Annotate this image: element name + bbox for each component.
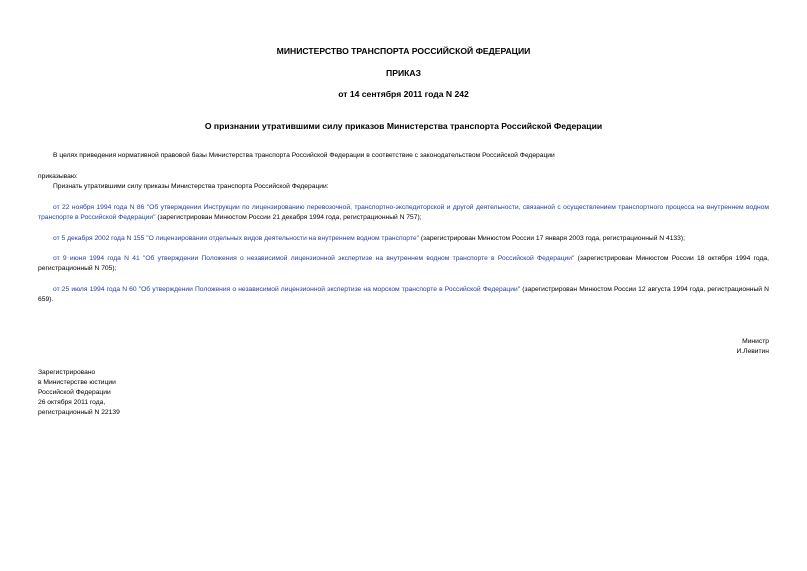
registration-line: Зарегистрировано: [38, 369, 96, 376]
order-item-1-registration: (зарегистрирован Минюстом России 21 декабря 1994 года, регистрационный N 757);: [155, 214, 422, 221]
signature-position: Министр: [742, 338, 769, 345]
order-item-2-registration: (зарегистрирован Минюстом России 17 января 2003 года, регистрационный N 4133);: [418, 235, 685, 242]
order-item-4: [38, 285, 769, 305]
doc-type-heading: ПРИКАЗ: [386, 68, 421, 78]
order-item-1: [38, 203, 769, 223]
order-link-1[interactable]: от 22 ноября 1994 года N 86 "Об утверждении Инструкции по лицензированию перевозочной, транспортно-экспедиторской и другой деятельности, связанной с осуществлением транспортного процесса на внутреннем водном транспорте в Российской Федерации": [38, 204, 769, 221]
signature-block: [736, 337, 769, 357]
document-page: [38, 0, 769, 571]
signature-name: И.Левитин: [736, 348, 769, 355]
ministry-heading: МИНИСТЕРСТВО ТРАНСПОРТА РОССИЙСКОЙ ФЕДЕРАЦИИ: [276, 46, 531, 56]
registration-line: 26 октября 2011 года,: [38, 399, 106, 406]
preamble-paragraph: В целях приведения нормативной правовой базы Министерства транспорта Российской Федерации в соответствие с законодательством Российской Федерации: [53, 152, 555, 159]
order-link-2[interactable]: от 5 декабря 2002 года N 155 "О лицензировании отдельных видов деятельности на внутреннем водном транспорте": [53, 235, 419, 242]
registration-line: регистрационный N 22139: [38, 409, 120, 416]
order-link-4[interactable]: от 25 июля 1994 года N 60 "Об утверждении Положения о независимой лицензионной экспертизе на морском транспорте в Российской Федерации": [53, 286, 521, 293]
registration-block: [38, 368, 120, 418]
order-item-3-registration: (зарегистрирован Минюстом России 18 октября 1994 года, регистрационный N 705);: [38, 255, 769, 272]
registration-line: Российской Федерации: [38, 389, 111, 396]
order-item-3: [38, 254, 769, 274]
order-item-4-registration: (зарегистрирован Минюстом России 12 августа 1994 года, регистрационный N 659).: [38, 286, 770, 303]
order-link-3[interactable]: от 9 июня 1994 года N 41 "Об утверждении Положения о независимой лицензионной экспертизе на внутреннем водном транспорте в Российской Федерации": [53, 255, 575, 262]
document-title: О признании утратившими силу приказов Министерства транспорта Российской Федерации: [204, 121, 603, 131]
order-item-2: [38, 234, 769, 244]
intro-paragraph: Признать утратившими силу приказы Министерства транспорта Российской Федерации:: [53, 183, 329, 190]
order-word: приказываю:: [38, 173, 78, 180]
date-number-heading: от 14 сентября 2011 года N 242: [338, 89, 469, 99]
registration-line: в Министерстве юстиции: [38, 379, 116, 386]
